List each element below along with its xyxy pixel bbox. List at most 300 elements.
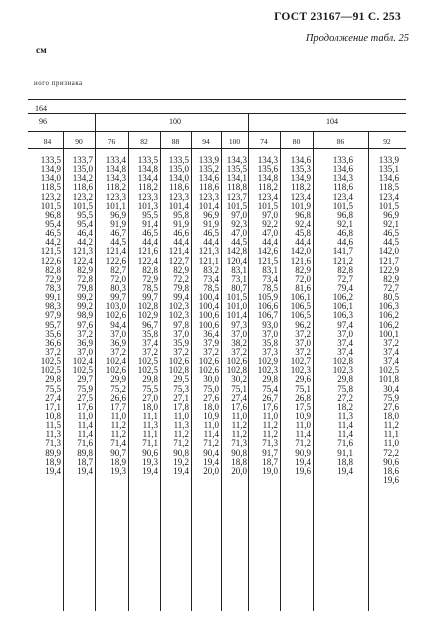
table-cell: 11,2 — [110, 420, 126, 431]
data-column — [62, 156, 93, 476]
table-cell: 73,4 — [203, 273, 219, 284]
table-cell: 99,2 — [77, 301, 93, 312]
table-cell: 80,7 — [231, 282, 247, 293]
column-header: 90 — [75, 137, 83, 146]
table-cell: 37,2 — [231, 346, 247, 357]
table-cell: 19,0 — [262, 465, 278, 476]
table-cell: 46,5 — [45, 228, 61, 239]
table-cell: 133,5 — [40, 155, 61, 165]
table-cell: 102,3 — [168, 301, 189, 312]
table-cell: 72,9 — [45, 273, 61, 284]
table-cell: 96,9 — [110, 209, 126, 220]
table-cell: 71,6 — [337, 438, 353, 449]
table-cell: 102,5 — [40, 356, 61, 367]
table-cell: 121,5 — [257, 255, 278, 266]
table-cell: 101,4 — [198, 200, 219, 211]
table-cell: 27,5 — [77, 392, 93, 403]
table-cell: 27,0 — [142, 392, 158, 403]
table-cell: 102,5 — [137, 365, 158, 376]
table-cell: 133,9 — [198, 155, 219, 165]
group-header-girth-1: 96 — [39, 117, 47, 126]
table-cell: 121,3 — [72, 246, 93, 257]
data-column — [159, 156, 189, 476]
table-cell: 106,1 — [290, 292, 311, 303]
table-cell: 35,8 — [262, 337, 278, 348]
table-cell: 35,9 — [173, 337, 189, 348]
table-cell: 100,6 — [198, 319, 219, 330]
table-cell: 44,4 — [142, 237, 158, 248]
table-cell: 97,0 — [262, 209, 278, 220]
table-cell: 142,0 — [290, 246, 311, 257]
table-cell: 133,5 — [137, 155, 158, 165]
table-cell: 95,8 — [173, 209, 189, 220]
table-cell: 71,3 — [231, 438, 247, 449]
table-cell: 94,4 — [110, 319, 126, 330]
table-cell: 123,4 — [332, 191, 353, 202]
table-cell: 19,3 — [110, 465, 126, 476]
document-code: ГОСТ 23167—91 С. 253 — [274, 11, 401, 23]
table-cell: 11,1 — [383, 429, 399, 440]
table-cell: 26,6 — [110, 392, 126, 403]
table-cell: 101,5 — [226, 292, 247, 303]
table-cell: 30,0 — [203, 374, 219, 385]
table-cell: 105,9 — [257, 292, 278, 303]
table-cell: 101,5 — [332, 200, 353, 211]
table-cell: 44,2 — [45, 237, 61, 248]
table-cell: 102,8 — [168, 365, 189, 376]
table-cell: 36,6 — [45, 337, 61, 348]
data-column — [219, 156, 247, 476]
unit-label: см — [36, 46, 47, 56]
table-cell: 37,2 — [383, 337, 399, 348]
table-cell: 118,8 — [227, 182, 247, 193]
table-cell: 10,8 — [45, 410, 61, 421]
column-header: 74 — [260, 137, 268, 146]
table-cell: 96,9 — [203, 209, 219, 220]
table-cell: 102,4 — [105, 356, 126, 367]
table-cell: 95,5 — [77, 209, 93, 220]
table-cell: 133,7 — [72, 155, 93, 165]
table-cell: 134,1 — [226, 173, 247, 184]
table-cell: 120,4 — [226, 255, 247, 266]
table-cell: 72,8 — [77, 273, 93, 284]
table-cell: 96,8 — [45, 209, 61, 220]
table-cell: 44,5 — [231, 237, 247, 248]
table-cell: 75,9 — [77, 383, 93, 394]
row-header-fragment: ного признака — [34, 80, 83, 87]
table-cell: 134,3 — [257, 155, 278, 165]
table-cell: 80,3 — [110, 282, 126, 293]
table-cell: 97,4 — [337, 319, 353, 330]
table-cell: 19,4 — [45, 465, 61, 476]
table-cell: 29,8 — [337, 374, 353, 385]
table-cell: 122,6 — [40, 255, 61, 266]
table-cell: 90,6 — [383, 456, 399, 467]
table-cell: 134,3 — [105, 173, 126, 184]
table-cell: 134,4 — [137, 173, 158, 184]
table-cell: 37,4 — [383, 346, 399, 357]
data-column — [313, 156, 353, 476]
table-cell: 118,2 — [106, 182, 126, 193]
table-cell: 123,4 — [378, 191, 399, 202]
table-cell: 96,8 — [337, 209, 353, 220]
table-cell: 133,9 — [378, 155, 399, 165]
table-cell: 46,6 — [173, 228, 189, 239]
table-cell: 37,9 — [203, 337, 219, 348]
table-cell: 102,8 — [137, 301, 158, 312]
table-cell: 44,4 — [262, 237, 278, 248]
table-cell: 123,2 — [40, 191, 61, 202]
table-cell: 19,6 — [383, 474, 399, 485]
table-cell: 91,7 — [262, 447, 278, 458]
table-cell: 44,4 — [295, 237, 311, 248]
table-cell: 135,6 — [257, 164, 278, 175]
table-cell: 91,9 — [203, 218, 219, 229]
table-cell: 19,4 — [173, 465, 189, 476]
table-cell: 82,9 — [173, 264, 189, 275]
table-cell: 11,2 — [110, 429, 126, 440]
table-cell: 11,2 — [262, 420, 278, 431]
table-cell: 92,1 — [337, 218, 353, 229]
table-cell: 11,3 — [173, 420, 189, 431]
group-header-girth-2: 100 — [169, 117, 181, 126]
table-cell: 121,5 — [40, 246, 61, 257]
table-cell: 102,9 — [257, 356, 278, 367]
table-cell: 122,6 — [105, 255, 126, 266]
table-rule-top — [28, 99, 406, 100]
column-header: 86 — [336, 137, 345, 146]
table-cell: 37,0 — [231, 328, 247, 339]
table-cell: 19,6 — [295, 465, 311, 476]
table-cell: 37,0 — [173, 328, 189, 339]
table-cell: 19,4 — [295, 456, 311, 467]
table-cell: 46,8 — [337, 228, 353, 239]
table-cell: 103,0 — [105, 301, 126, 312]
table-cell: 36,9 — [77, 337, 93, 348]
table-cell: 102,3 — [168, 310, 189, 321]
table-cell: 26,8 — [295, 392, 311, 403]
table-cell: 27,1 — [173, 392, 189, 403]
table-cell: 102,5 — [378, 365, 399, 376]
table-cell: 133,6 — [332, 155, 353, 165]
table-cell: 102,8 — [332, 356, 353, 367]
table-cell: 17,6 — [262, 401, 278, 412]
table-cell: 11,0 — [173, 410, 189, 421]
table-cell: 102,4 — [72, 356, 93, 367]
table-cell: 102,3 — [332, 365, 353, 376]
table-cell: 75,1 — [295, 383, 311, 394]
table-cell: 142,6 — [257, 246, 278, 257]
table-cell: 123,3 — [137, 191, 158, 202]
table-cell: 106,3 — [332, 310, 353, 321]
table-cell: 121,4 — [168, 246, 189, 257]
table-cell: 135,2 — [198, 164, 219, 175]
data-column — [280, 156, 311, 476]
table-cell: 91,1 — [337, 447, 353, 458]
table-cell: 17,5 — [295, 401, 311, 412]
table-cell: 102,5 — [137, 356, 158, 367]
table-cell: 36,4 — [203, 328, 219, 339]
table-cell: 135,5 — [226, 164, 247, 175]
table-cell: 72,7 — [383, 282, 399, 293]
table-cell: 101,4 — [168, 200, 189, 211]
table-cell: 134,3 — [226, 155, 247, 165]
table-cell: 38,2 — [231, 337, 247, 348]
table-cell: 101,1 — [105, 200, 126, 211]
table-cell: 17,7 — [110, 401, 126, 412]
table-cell: 82,9 — [295, 264, 311, 275]
table-cell: 11,1 — [142, 410, 158, 421]
table-cell: 44,4 — [173, 237, 189, 248]
table-cell: 102,8 — [226, 365, 247, 376]
table-cell: 29,8 — [262, 374, 278, 385]
table-cell: 106,5 — [290, 301, 311, 312]
table-cell: 97,6 — [77, 319, 93, 330]
table-cell: 122,9 — [378, 264, 399, 275]
table-cell: 37,2 — [142, 346, 158, 357]
table-cell: 106,6 — [257, 301, 278, 312]
table-cell: 99,1 — [45, 292, 61, 303]
table-cell: 72,2 — [383, 447, 399, 458]
table-cell: 134,6 — [198, 173, 219, 184]
table-cell: 19,4 — [337, 465, 353, 476]
table-cell: 134,6 — [378, 173, 399, 184]
table-cell: 92,3 — [231, 218, 247, 229]
group-header-size: 164 — [35, 104, 47, 113]
table-cell: 30,4 — [383, 383, 399, 394]
table-cell: 93,0 — [262, 319, 278, 330]
table-cell: 121,4 — [105, 246, 126, 257]
table-cell: 134,9 — [40, 164, 61, 175]
data-column — [30, 156, 61, 476]
table-cell: 106,1 — [332, 301, 353, 312]
table-cell: 102,5 — [72, 365, 93, 376]
table-cell: 92,2 — [262, 218, 278, 229]
table-cell: 79,4 — [337, 282, 353, 293]
table-cell: 71,4 — [110, 438, 126, 449]
table-cell: 78,3 — [45, 282, 61, 293]
table-cell: 134,2 — [72, 173, 93, 184]
column-header: 80 — [292, 137, 301, 146]
table-cell: 102,5 — [40, 365, 61, 376]
table-cell: 19,4 — [77, 465, 93, 476]
table-cell: 99,7 — [142, 292, 158, 303]
table-cell: 96,9 — [383, 209, 399, 220]
table-cell: 106,7 — [257, 310, 278, 321]
table-cell: 101,3 — [137, 200, 158, 211]
table-cell: 98,9 — [77, 310, 93, 321]
table-rule-4 — [28, 148, 406, 149]
table-cell: 89,9 — [45, 447, 61, 458]
table-cell: 99,2 — [77, 292, 93, 303]
table-cell: 90,8 — [173, 447, 189, 458]
table-cell: 44,5 — [383, 237, 399, 248]
table-cell: 78,5 — [203, 282, 219, 293]
table-cell: 10,9 — [203, 410, 219, 421]
table-cell: 133,4 — [105, 155, 126, 165]
table-cell: 97,0 — [231, 209, 247, 220]
table-cell: 90,7 — [110, 447, 126, 458]
table-cell: 71,2 — [203, 438, 219, 449]
table-cell: 101,5 — [40, 200, 61, 211]
table-cell: 106,3 — [378, 301, 399, 312]
column-header: 84 — [43, 137, 52, 146]
table-cell: 134,0 — [40, 173, 61, 184]
table-cell: 99,7 — [110, 292, 126, 303]
table-cell: 82,7 — [110, 264, 126, 275]
table-cell: 46,5 — [383, 228, 399, 239]
table-cell: 29,8 — [45, 374, 61, 385]
table-cell: 44,4 — [203, 237, 219, 248]
table-cell: 27,4 — [45, 392, 61, 403]
table-cell: 102,6 — [105, 310, 126, 321]
table-cell: 97,3 — [231, 319, 247, 330]
table-cell: 102,9 — [137, 310, 158, 321]
table-cell: 135,1 — [378, 164, 399, 175]
table-cell: 102,3 — [257, 365, 278, 376]
table-cell: 44,2 — [77, 237, 93, 248]
table-cell: 101,5 — [72, 200, 93, 211]
table-cell: 18,6 — [383, 465, 399, 476]
table-cell: 101,4 — [226, 310, 247, 321]
table-cell: 135,0 — [72, 164, 93, 175]
table-cell: 37,0 — [262, 328, 278, 339]
table-cell: 142,8 — [226, 246, 247, 257]
table-cell: 83,2 — [203, 264, 219, 275]
table-cell: 75,9 — [383, 392, 399, 403]
table-cell: 102,6 — [198, 365, 219, 376]
table-cell: 102,6 — [105, 365, 126, 376]
table-cell: 98,3 — [45, 301, 61, 312]
table-cell: 18,0 — [203, 401, 219, 412]
table-cell: 123,3 — [105, 191, 126, 202]
table-cell: 102,7 — [290, 356, 311, 367]
table-cell: 29,8 — [142, 374, 158, 385]
table-cell: 37,2 — [77, 328, 93, 339]
table-rule-2 — [28, 113, 406, 114]
table-cell: 11,0 — [295, 420, 311, 431]
table-cell: 37,2 — [173, 346, 189, 357]
table-cell: 106,2 — [378, 319, 399, 330]
table-cell: 11,3 — [337, 410, 353, 421]
table-cell: 92,1 — [383, 218, 399, 229]
table-cell: 78,5 — [262, 282, 278, 293]
table-cell: 37,4 — [383, 356, 399, 367]
table-cell: 95,7 — [45, 319, 61, 330]
column-header: 100 — [228, 137, 241, 146]
table-cell: 82,9 — [383, 273, 399, 284]
table-cell: 102,6 — [198, 356, 219, 367]
table-cell: 75,4 — [262, 383, 278, 394]
column-header: 94 — [202, 137, 210, 146]
column-header: 82 — [140, 137, 148, 146]
table-cell: 27,6 — [383, 401, 399, 412]
table-cell: 75,3 — [173, 383, 189, 394]
table-cell: 80,5 — [383, 292, 399, 303]
table-cell: 11,2 — [173, 429, 189, 440]
table-cell: 82,9 — [77, 264, 93, 275]
table-cell: 134,6 — [332, 164, 353, 175]
table-cell: 11,4 — [337, 420, 353, 431]
table-cell: 37,0 — [295, 337, 311, 348]
table-cell: 106,5 — [290, 310, 311, 321]
table-cell: 78,5 — [142, 282, 158, 293]
table-cell: 101,5 — [226, 200, 247, 211]
table-cell: 46,5 — [203, 228, 219, 239]
table-cell: 123,4 — [290, 191, 311, 202]
table-cell: 71,1 — [142, 438, 158, 449]
table-cell: 46,7 — [110, 228, 126, 239]
table-cell: 134,0 — [168, 173, 189, 184]
table-cell: 11,3 — [142, 420, 158, 431]
table-cell: 95,4 — [77, 218, 93, 229]
table-cell: 75,5 — [142, 383, 158, 394]
table-cell: 121,6 — [290, 255, 311, 266]
table-cell: 17,1 — [45, 401, 61, 412]
table-cell: 79,8 — [77, 282, 93, 293]
table-cell: 96,7 — [142, 319, 158, 330]
table-cell: 29,6 — [295, 374, 311, 385]
table-cell: 18,8 — [231, 456, 247, 467]
table-cell: 142,0 — [378, 246, 399, 257]
table-cell: 95,5 — [142, 209, 158, 220]
table-cell: 37,2 — [45, 346, 61, 357]
table-cell: 79,8 — [173, 282, 189, 293]
table-cell: 20,0 — [203, 465, 219, 476]
table-cell: 75,0 — [203, 383, 219, 394]
table-cell: 29,7 — [77, 374, 93, 385]
table-cell: 11,0 — [77, 410, 93, 421]
table-cell: 97,9 — [45, 310, 61, 321]
table-cell: 121,7 — [378, 255, 399, 266]
table-cell: 11,2 — [231, 420, 247, 431]
table-cell: 121,2 — [332, 255, 353, 266]
table-cell: 118,2 — [258, 182, 278, 193]
table-cell: 44,6 — [337, 237, 353, 248]
table-cell: 73,1 — [231, 273, 247, 284]
table-cell: 37,4 — [142, 337, 158, 348]
table-cell: 27,2 — [337, 392, 353, 403]
table-cell: 101,5 — [257, 200, 278, 211]
table-cell: 30,2 — [231, 374, 247, 385]
table-cell: 92,4 — [295, 218, 311, 229]
column-header: 76 — [107, 137, 116, 146]
table-cell: 118,2 — [138, 182, 158, 193]
table-cell: 123,4 — [257, 191, 278, 202]
table-cell: 37,4 — [337, 346, 353, 357]
table-cell: 17,6 — [77, 401, 93, 412]
table-cell: 18,0 — [383, 410, 399, 421]
table-cell: 36,9 — [110, 337, 126, 348]
table-cell: 45,8 — [295, 228, 311, 239]
table-cell: 19,2 — [173, 456, 189, 467]
table-cell: 75,1 — [231, 383, 247, 394]
table-cell: 134,6 — [290, 155, 311, 165]
table-cell: 83,1 — [262, 264, 278, 275]
table-cell: 106,2 — [332, 292, 353, 303]
table-cell: 37,2 — [295, 328, 311, 339]
table-cell: 11,2 — [231, 429, 247, 440]
table-cell: 102,3 — [290, 365, 311, 376]
table-cell: 35,8 — [142, 328, 158, 339]
table-cell: 102,6 — [168, 356, 189, 367]
table-cell: 11,5 — [45, 420, 61, 431]
table-cell: 37,0 — [110, 328, 126, 339]
table-cell: 101,0 — [226, 301, 247, 312]
table-cell: 100,4 — [198, 301, 219, 312]
table-cell: 20,0 — [231, 465, 247, 476]
table-cell: 11,3 — [45, 429, 61, 440]
